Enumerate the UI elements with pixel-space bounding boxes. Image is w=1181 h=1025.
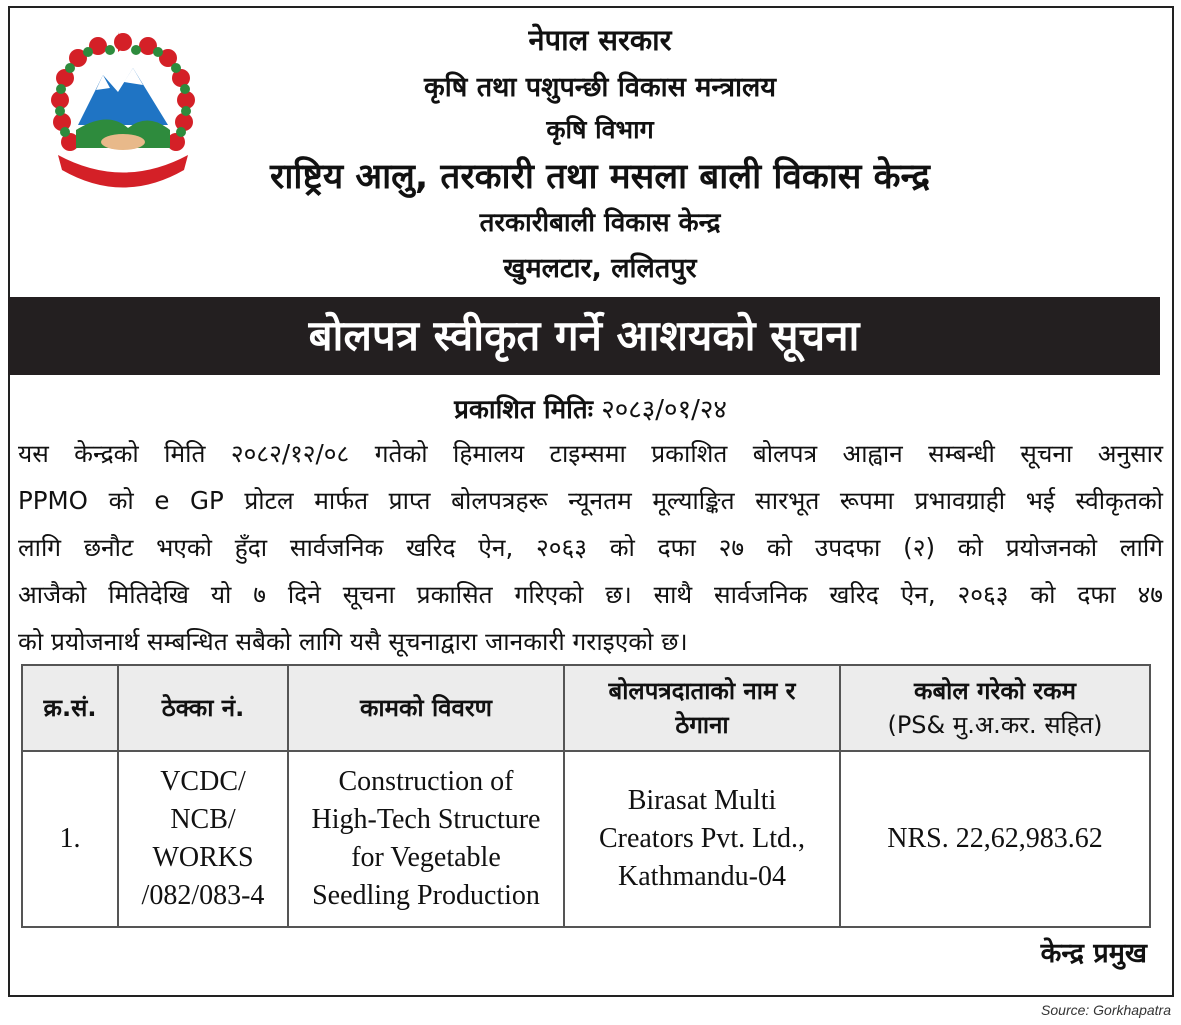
- signature-designation: केन्द्र प्रमुख: [1040, 938, 1147, 969]
- header-center-name: राष्ट्रिय आलु, तरकारी तथा मसला बाली विकास केन्द्र: [270, 157, 930, 197]
- cell-line: for Vegetable: [351, 842, 501, 873]
- cell-line: Seedling Production: [312, 880, 540, 911]
- cell-bidder: [564, 751, 840, 927]
- table-row: [22, 751, 1150, 927]
- body-line: आजैको मितिदेखि यो ७ दिने सूचना प्रकासित गरिएको छ। साथै सार्वजनिक खरिद ऐन, २०६३ को दफा ४७: [18, 580, 1163, 609]
- cell-line: Creators Pvt. Ltd.,: [598, 823, 806, 854]
- header-department: कृषि विभाग: [546, 115, 654, 144]
- publication-date-label: प्रकाशित मितिः: [454, 395, 593, 425]
- cell-line: High-Tech Structure: [311, 804, 541, 835]
- cell-line: Kathmandu-04: [618, 861, 786, 892]
- body-line: लागि छनौट भएको हुँदा सार्वजनिक खरिद ऐन, २०६३ को दफा २७ को उपदफा (२) को प्रयोजनको लागि: [18, 533, 1163, 562]
- col-header-amount: [840, 665, 1150, 751]
- cell-line: VCDC/: [160, 766, 246, 797]
- cell-line: /082/083-4: [141, 880, 265, 911]
- cell-amount: NRS. 22,62,983.62: [840, 751, 1150, 927]
- col-header-bidder: [564, 665, 840, 751]
- cell-line: WORKS: [152, 842, 254, 873]
- cell-line: Birasat Multi: [627, 785, 777, 816]
- body-line: यस केन्द्रको मिति २०८२/१२/०८ गतेको हिमालय टाइम्समा प्रकाशित बोलपत्र आह्वान सम्बन्धी सूचना अनुसार: [18, 439, 1163, 468]
- header-ministry: कृषि तथा पशुपन्छी विकास मन्त्रालय: [423, 72, 776, 103]
- header-government: नेपाल सरकार: [528, 23, 672, 57]
- publication-date: [0, 390, 1181, 426]
- notice-title: बोलपत्र स्वीकृत गर्ने आशयको सूचना: [8, 297, 1160, 375]
- source-credit: Source: Gorkhapatra: [1041, 1002, 1171, 1018]
- header-address: खुमलटार, ललितपुर: [503, 253, 697, 284]
- col-header-contract-no: ठेक्का नं.: [118, 665, 288, 751]
- cell-line: Construction of: [338, 766, 514, 797]
- cell-line: NCB/: [170, 804, 236, 835]
- cell-sn: 1.: [22, 751, 118, 927]
- header-sub-center: तरकारीबाली विकास केन्द्र: [479, 208, 721, 238]
- col-header-bidder-line: ठेगाना: [675, 711, 729, 739]
- col-header-amount-line: कबोल गरेको रकम: [914, 677, 1076, 705]
- col-header-sn: क्र.सं.: [22, 665, 118, 751]
- col-header-description: कामको विवरण: [288, 665, 564, 751]
- col-header-bidder-line: बोलपत्रदाताको नाम र: [608, 677, 796, 705]
- table-header-row: [22, 665, 1150, 751]
- col-header-amount-note: (PS& मु.अ.कर. सहित): [887, 711, 1103, 739]
- cell-description: [288, 751, 564, 927]
- publication-date-value: २०८३/०१/२४: [601, 395, 727, 425]
- cell-contract-no: [118, 751, 288, 927]
- body-line: को प्रयोजनार्थ सम्बन्धित सबैको लागि यसै सूचनाद्वारा जानकारी गराइएको छ।: [18, 627, 688, 656]
- award-table: [21, 664, 1151, 928]
- body-line: PPMO को e GP प्रोटल मार्फत प्राप्त बोलपत्रहरू न्यूनतम मूल्याङ्कित सारभूत रूपमा प्रभावग्राही भई स्वीकृतको: [18, 486, 1163, 515]
